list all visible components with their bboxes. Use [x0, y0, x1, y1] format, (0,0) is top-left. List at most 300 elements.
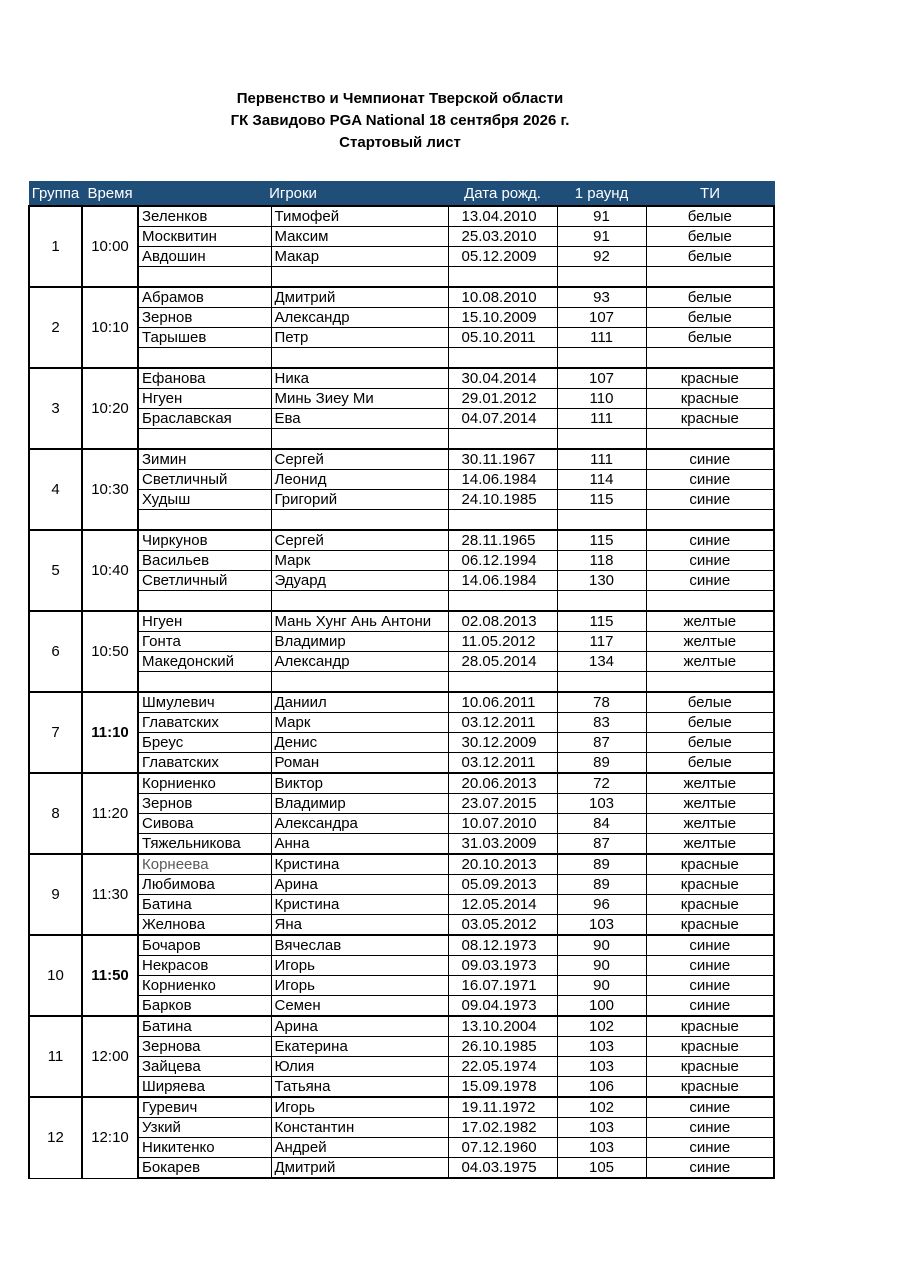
player-last-name	[138, 348, 271, 369]
player-birth-date: 31.03.2009	[448, 834, 557, 855]
player-first-name: Анна	[271, 834, 448, 855]
tee-color: желтые	[646, 794, 774, 814]
table-row	[29, 814, 774, 834]
player-birth-date: 04.03.1975	[448, 1158, 557, 1179]
table-row	[29, 854, 774, 875]
header-round1: 1 раунд	[557, 182, 646, 207]
table-row	[29, 449, 774, 470]
tee-time: 10:20	[82, 368, 138, 449]
player-last-name: Корниенко	[138, 976, 271, 996]
player-last-name: Барков	[138, 996, 271, 1017]
player-last-name: Македонский	[138, 652, 271, 672]
group-number: 9	[29, 854, 82, 935]
player-birth-date	[448, 267, 557, 288]
player-last-name: Бокарев	[138, 1158, 271, 1179]
table-row	[29, 753, 774, 774]
header-dob: Дата рожд.	[448, 182, 557, 207]
tee-color: белые	[646, 692, 774, 713]
player-birth-date: 07.12.1960	[448, 1138, 557, 1158]
tee-color: синие	[646, 571, 774, 591]
table-row	[29, 227, 774, 247]
player-first-name: Александр	[271, 652, 448, 672]
round1-score: 103	[557, 1138, 646, 1158]
tee-color: белые	[646, 733, 774, 753]
tee-time: 11:30	[82, 854, 138, 935]
player-first-name: Ника	[271, 368, 448, 389]
player-last-name: Батина	[138, 1016, 271, 1037]
header-tee: ТИ	[646, 182, 774, 207]
document-titles	[0, 88, 800, 154]
player-last-name: Васильев	[138, 551, 271, 571]
round1-score: 90	[557, 976, 646, 996]
player-birth-date	[448, 591, 557, 612]
player-last-name: Сивова	[138, 814, 271, 834]
round1-score	[557, 591, 646, 612]
player-birth-date: 11.05.2012	[448, 632, 557, 652]
player-birth-date: 13.10.2004	[448, 1016, 557, 1037]
tee-color: красные	[646, 854, 774, 875]
player-birth-date	[448, 672, 557, 693]
round1-score	[557, 348, 646, 369]
player-first-name: Марк	[271, 713, 448, 733]
player-birth-date: 05.12.2009	[448, 247, 557, 267]
tee-color	[646, 348, 774, 369]
player-first-name: Даниил	[271, 692, 448, 713]
player-birth-date: 10.07.2010	[448, 814, 557, 834]
table-row	[29, 409, 774, 429]
player-last-name: Корнеева	[138, 854, 271, 875]
player-last-name	[138, 672, 271, 693]
player-last-name: Желнова	[138, 915, 271, 936]
player-last-name: Чиркунов	[138, 530, 271, 551]
player-birth-date: 30.11.1967	[448, 449, 557, 470]
group-number: 8	[29, 773, 82, 854]
table-row	[29, 1097, 774, 1118]
table-row	[29, 652, 774, 672]
player-last-name: Корниенко	[138, 773, 271, 794]
round1-score: 91	[557, 227, 646, 247]
tee-color: синие	[646, 470, 774, 490]
player-birth-date: 02.08.2013	[448, 611, 557, 632]
tee-color	[646, 672, 774, 693]
player-last-name: Авдошин	[138, 247, 271, 267]
player-first-name: Игорь	[271, 976, 448, 996]
table-row	[29, 773, 774, 794]
table-row	[29, 1077, 774, 1098]
player-first-name: Дмитрий	[271, 287, 448, 308]
player-first-name: Эдуард	[271, 571, 448, 591]
round1-score: 100	[557, 996, 646, 1017]
title-line-3: Стартовый лист	[339, 134, 461, 151]
round1-score: 93	[557, 287, 646, 308]
player-first-name: Сергей	[271, 530, 448, 551]
player-last-name: Главатских	[138, 713, 271, 733]
table-row	[29, 510, 774, 531]
player-first-name: Кристина	[271, 854, 448, 875]
tee-color: синие	[646, 1118, 774, 1138]
round1-score: 84	[557, 814, 646, 834]
player-first-name: Семен	[271, 996, 448, 1017]
tee-time: 11:50	[82, 935, 138, 1016]
player-first-name: Мань Хунг Ань Антони	[271, 611, 448, 632]
table-row	[29, 1138, 774, 1158]
player-first-name: Минь Зиеу Ми	[271, 389, 448, 409]
player-birth-date: 19.11.1972	[448, 1097, 557, 1118]
player-last-name: Нгуен	[138, 389, 271, 409]
start-list-table	[28, 181, 775, 1179]
player-last-name: Любимова	[138, 875, 271, 895]
player-last-name	[138, 510, 271, 531]
round1-score: 107	[557, 368, 646, 389]
player-first-name: Григорий	[271, 490, 448, 510]
player-birth-date: 12.05.2014	[448, 895, 557, 915]
tee-color: желтые	[646, 632, 774, 652]
player-last-name: Худыш	[138, 490, 271, 510]
round1-score: 118	[557, 551, 646, 571]
player-first-name: Кристина	[271, 895, 448, 915]
group-number: 12	[29, 1097, 82, 1178]
round1-score: 87	[557, 733, 646, 753]
player-first-name	[271, 591, 448, 612]
player-first-name: Владимир	[271, 632, 448, 652]
tee-color: белые	[646, 713, 774, 733]
round1-score: 103	[557, 1118, 646, 1138]
player-first-name: Максим	[271, 227, 448, 247]
tee-color: белые	[646, 753, 774, 774]
player-birth-date: 24.10.1985	[448, 490, 557, 510]
title-line-2: ГК Завидово PGA National 18 сентября 2026 г.	[230, 112, 570, 129]
player-birth-date: 25.03.2010	[448, 227, 557, 247]
round1-score: 87	[557, 834, 646, 855]
player-last-name: Тарышев	[138, 328, 271, 348]
player-last-name: Нгуен	[138, 611, 271, 632]
table-row	[29, 976, 774, 996]
player-last-name: Узкий	[138, 1118, 271, 1138]
player-first-name: Виктор	[271, 773, 448, 794]
player-last-name: Абрамов	[138, 287, 271, 308]
table-row	[29, 672, 774, 693]
player-birth-date: 06.12.1994	[448, 551, 557, 571]
round1-score: 102	[557, 1097, 646, 1118]
tee-color	[646, 591, 774, 612]
player-last-name: Зеленков	[138, 206, 271, 227]
player-first-name: Александра	[271, 814, 448, 834]
table-row	[29, 692, 774, 713]
tee-color: белые	[646, 247, 774, 267]
player-first-name: Александр	[271, 308, 448, 328]
tee-color: красные	[646, 409, 774, 429]
player-first-name: Андрей	[271, 1138, 448, 1158]
player-birth-date: 05.10.2011	[448, 328, 557, 348]
player-birth-date: 17.02.1982	[448, 1118, 557, 1138]
round1-score: 78	[557, 692, 646, 713]
player-birth-date: 20.06.2013	[448, 773, 557, 794]
round1-score: 102	[557, 1016, 646, 1037]
player-last-name: Светличный	[138, 470, 271, 490]
player-first-name: Марк	[271, 551, 448, 571]
player-first-name	[271, 429, 448, 450]
player-last-name: Браславская	[138, 409, 271, 429]
group-number: 2	[29, 287, 82, 368]
player-first-name: Леонид	[271, 470, 448, 490]
player-birth-date	[448, 348, 557, 369]
player-first-name: Владимир	[271, 794, 448, 814]
round1-score	[557, 672, 646, 693]
table-row	[29, 389, 774, 409]
table-row	[29, 956, 774, 976]
round1-score: 105	[557, 1158, 646, 1179]
round1-score: 115	[557, 530, 646, 551]
player-birth-date: 28.11.1965	[448, 530, 557, 551]
player-birth-date: 30.04.2014	[448, 368, 557, 389]
player-first-name: Константин	[271, 1118, 448, 1138]
player-last-name: Ефанова	[138, 368, 271, 389]
round1-score	[557, 429, 646, 450]
tee-color: белые	[646, 227, 774, 247]
tee-color: желтые	[646, 773, 774, 794]
round1-score: 103	[557, 794, 646, 814]
tee-time: 12:00	[82, 1016, 138, 1097]
table-row	[29, 713, 774, 733]
player-birth-date: 03.12.2011	[448, 753, 557, 774]
round1-score: 90	[557, 935, 646, 956]
round1-score: 111	[557, 409, 646, 429]
tee-time: 10:50	[82, 611, 138, 692]
table-row	[29, 206, 774, 227]
player-birth-date: 16.07.1971	[448, 976, 557, 996]
player-last-name: Зернова	[138, 1037, 271, 1057]
table-body	[29, 206, 774, 1178]
tee-color: синие	[646, 551, 774, 571]
player-first-name: Вячеслав	[271, 935, 448, 956]
round1-score: 115	[557, 490, 646, 510]
round1-score: 117	[557, 632, 646, 652]
tee-color: синие	[646, 1138, 774, 1158]
player-first-name: Сергей	[271, 449, 448, 470]
tee-color: желтые	[646, 652, 774, 672]
player-last-name	[138, 591, 271, 612]
table-row	[29, 632, 774, 652]
player-first-name	[271, 267, 448, 288]
player-first-name: Роман	[271, 753, 448, 774]
table-row	[29, 530, 774, 551]
player-last-name: Светличный	[138, 571, 271, 591]
round1-score	[557, 510, 646, 531]
player-birth-date: 03.12.2011	[448, 713, 557, 733]
table-row	[29, 1016, 774, 1037]
player-last-name: Некрасов	[138, 956, 271, 976]
table-row	[29, 794, 774, 814]
round1-score: 90	[557, 956, 646, 976]
player-last-name: Тяжельникова	[138, 834, 271, 855]
player-birth-date: 14.06.1984	[448, 470, 557, 490]
player-first-name: Ева	[271, 409, 448, 429]
player-first-name: Татьяна	[271, 1077, 448, 1098]
round1-score: 72	[557, 773, 646, 794]
player-birth-date	[448, 429, 557, 450]
player-birth-date: 13.04.2010	[448, 206, 557, 227]
player-first-name	[271, 672, 448, 693]
table-row	[29, 834, 774, 855]
round1-score: 115	[557, 611, 646, 632]
player-first-name: Денис	[271, 733, 448, 753]
player-birth-date: 08.12.1973	[448, 935, 557, 956]
tee-color: красные	[646, 915, 774, 936]
table-row	[29, 551, 774, 571]
tee-color	[646, 267, 774, 288]
player-first-name: Игорь	[271, 1097, 448, 1118]
tee-color: красные	[646, 1037, 774, 1057]
player-last-name	[138, 429, 271, 450]
player-birth-date: 09.03.1973	[448, 956, 557, 976]
player-last-name: Шмулевич	[138, 692, 271, 713]
table-row	[29, 915, 774, 936]
table-row	[29, 1057, 774, 1077]
tee-color: красные	[646, 895, 774, 915]
table-row	[29, 267, 774, 288]
tee-color: красные	[646, 875, 774, 895]
player-last-name: Главатских	[138, 753, 271, 774]
tee-color: синие	[646, 1158, 774, 1179]
round1-score: 96	[557, 895, 646, 915]
round1-score: 134	[557, 652, 646, 672]
tee-color: синие	[646, 490, 774, 510]
tee-color: белые	[646, 308, 774, 328]
tee-color: синие	[646, 935, 774, 956]
round1-score	[557, 267, 646, 288]
table-row	[29, 368, 774, 389]
tee-time: 11:20	[82, 773, 138, 854]
player-birth-date: 20.10.2013	[448, 854, 557, 875]
player-birth-date: 10.06.2011	[448, 692, 557, 713]
player-birth-date: 23.07.2015	[448, 794, 557, 814]
group-number: 7	[29, 692, 82, 773]
player-last-name: Бреус	[138, 733, 271, 753]
group-number: 3	[29, 368, 82, 449]
table-row	[29, 611, 774, 632]
title-line-1: Первенство и Чемпионат Тверской области	[236, 90, 564, 107]
table-row	[29, 348, 774, 369]
player-last-name: Зернов	[138, 308, 271, 328]
tee-time: 10:00	[82, 206, 138, 287]
player-first-name: Яна	[271, 915, 448, 936]
player-last-name	[138, 267, 271, 288]
tee-color: желтые	[646, 834, 774, 855]
player-birth-date: 09.04.1973	[448, 996, 557, 1017]
player-birth-date: 22.05.1974	[448, 1057, 557, 1077]
player-last-name: Бочаров	[138, 935, 271, 956]
table-row	[29, 875, 774, 895]
round1-score: 130	[557, 571, 646, 591]
tee-color	[646, 429, 774, 450]
tee-color: красные	[646, 1057, 774, 1077]
header-time: Время	[82, 182, 138, 207]
tee-color: красные	[646, 368, 774, 389]
player-birth-date: 03.05.2012	[448, 915, 557, 936]
player-last-name: Гуревич	[138, 1097, 271, 1118]
round1-score: 89	[557, 753, 646, 774]
round1-score: 114	[557, 470, 646, 490]
player-last-name: Батина	[138, 895, 271, 915]
player-birth-date: 30.12.2009	[448, 733, 557, 753]
player-birth-date: 15.09.1978	[448, 1077, 557, 1098]
player-birth-date: 28.05.2014	[448, 652, 557, 672]
round1-score: 89	[557, 875, 646, 895]
tee-time: 10:10	[82, 287, 138, 368]
player-last-name: Гонта	[138, 632, 271, 652]
tee-color: желтые	[646, 814, 774, 834]
player-birth-date: 15.10.2009	[448, 308, 557, 328]
table-row	[29, 935, 774, 956]
round1-score: 83	[557, 713, 646, 733]
player-birth-date	[448, 510, 557, 531]
player-first-name: Игорь	[271, 956, 448, 976]
player-birth-date: 14.06.1984	[448, 571, 557, 591]
tee-color: синие	[646, 530, 774, 551]
table-row	[29, 287, 774, 308]
player-first-name: Петр	[271, 328, 448, 348]
player-birth-date: 29.01.2012	[448, 389, 557, 409]
header-row	[29, 182, 774, 207]
table-row	[29, 470, 774, 490]
table-row	[29, 571, 774, 591]
tee-color: красные	[646, 1016, 774, 1037]
round1-score: 111	[557, 328, 646, 348]
group-number: 4	[29, 449, 82, 530]
player-first-name: Тимофей	[271, 206, 448, 227]
player-first-name: Арина	[271, 875, 448, 895]
player-first-name: Екатерина	[271, 1037, 448, 1057]
tee-color: желтые	[646, 611, 774, 632]
tee-color: синие	[646, 996, 774, 1017]
tee-time: 10:30	[82, 449, 138, 530]
round1-score: 103	[557, 1057, 646, 1077]
tee-color: синие	[646, 449, 774, 470]
table-row	[29, 733, 774, 753]
round1-score: 91	[557, 206, 646, 227]
tee-color	[646, 510, 774, 531]
tee-color: красные	[646, 1077, 774, 1098]
round1-score: 110	[557, 389, 646, 409]
table-row	[29, 1158, 774, 1179]
player-first-name: Макар	[271, 247, 448, 267]
player-last-name: Зайцева	[138, 1057, 271, 1077]
group-number: 1	[29, 206, 82, 287]
group-number: 5	[29, 530, 82, 611]
player-birth-date: 26.10.1985	[448, 1037, 557, 1057]
round1-score: 111	[557, 449, 646, 470]
tee-color: белые	[646, 206, 774, 227]
round1-score: 106	[557, 1077, 646, 1098]
player-first-name	[271, 348, 448, 369]
player-last-name: Зимин	[138, 449, 271, 470]
player-birth-date: 05.09.2013	[448, 875, 557, 895]
table-row	[29, 490, 774, 510]
tee-color: синие	[646, 976, 774, 996]
round1-score: 103	[557, 1037, 646, 1057]
tee-color: белые	[646, 287, 774, 308]
player-last-name: Никитенко	[138, 1138, 271, 1158]
player-last-name: Москвитин	[138, 227, 271, 247]
table-row	[29, 591, 774, 612]
table-row	[29, 308, 774, 328]
round1-score: 92	[557, 247, 646, 267]
player-first-name: Арина	[271, 1016, 448, 1037]
tee-color: синие	[646, 1097, 774, 1118]
header-players: Игроки	[138, 182, 448, 207]
table-row	[29, 429, 774, 450]
table-row	[29, 328, 774, 348]
